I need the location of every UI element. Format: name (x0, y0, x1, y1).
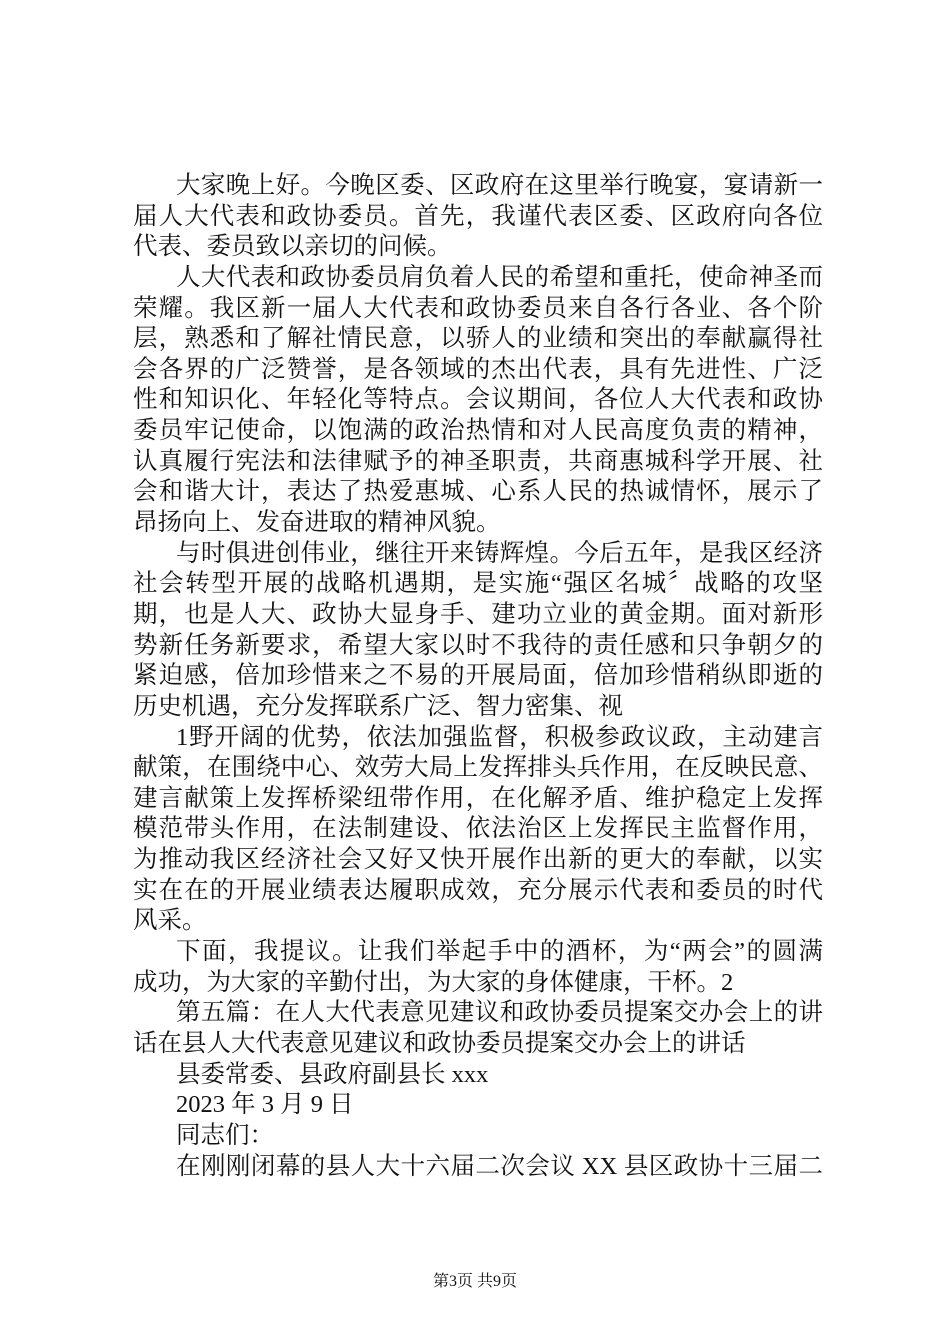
text-line: 社会转型开展的战略机遇期，是实施“强区名城〞战略的攻坚 (133, 570, 823, 598)
text-line: 建言献策上发挥桥梁纽带作用，在化解矛盾、维护稳定上发挥 (133, 784, 823, 812)
text-line: 人大代表和政协委员肩负着人民的希望和重托，使命神圣而 (176, 263, 823, 291)
date-line: 2023 年 3 月 9 日 (176, 1091, 354, 1119)
text-line: 历史机遇，充分发挥联系广泛、智力密集、视 (133, 692, 623, 720)
text-line: 模范带头作用，在法制建设、依法治区上发挥民主监督作用， (133, 815, 823, 843)
text-line: 会各界的广泛赞誉，是各领域的杰出代表，具有先进性、广泛 (133, 355, 823, 383)
section-heading-line: 话在县人大代表意见建议和政协委员提案交办会上的讲话 (133, 1029, 746, 1057)
speaker-line: 县委常委、县政府副县长 xxx (176, 1060, 489, 1088)
text-line: 1野开阔的优势，依法加强监督，积极参政议政，主动建言 (176, 723, 823, 751)
text-line: 认真履行宪法和法律赋予的神圣职责，共商惠城科学开展、社 (133, 447, 823, 475)
text-line: 在刚刚闭幕的县人大十六届二次会议 XX 县区政协十三届二 (176, 1152, 823, 1180)
text-line: 紧迫感，倍加珍惜来之不易的开展局面，倍加珍惜稍纵即逝的 (133, 662, 823, 690)
text-line: 成功，为大家的辛勤付出，为大家的身体健康，干杯。2 (133, 968, 734, 996)
text-line: 届人大代表和政协委员。首先，我谨代表区委、区政府向各位 (133, 202, 823, 230)
section-heading-line: 第五篇：在人大代表意见建议和政协委员提案交办会上的讲 (176, 999, 823, 1027)
text-line: 为推动我区经济社会又好又快开展作出新的更大的奉献，以实 (133, 846, 823, 874)
salutation-line: 同志们： (176, 1121, 274, 1149)
text-line: 昂扬向上、发奋进取的精神风貌。 (133, 509, 501, 537)
text-line: 性和知识化、年轻化等特点。会议期间，各位人大代表和政协 (133, 386, 823, 414)
page-number-footer: 第3页 共9页 (432, 1273, 517, 1290)
document-body (133, 171, 823, 1182)
text-line: 实在在的开展业绩表达履职成效，充分展示代表和委员的时代 (133, 876, 823, 904)
text-line: 献策，在围绕中心、效劳大局上发挥排头兵作用，在反映民意、 (133, 754, 823, 782)
text-line: 委员牢记使命，以饱满的政治热情和对人民高度负责的精神， (133, 417, 823, 445)
text-line: 层，熟悉和了解社情民意，以骄人的业绩和突出的奉献赢得社 (133, 325, 823, 353)
text-line: 会和谐大计，表达了热爱惠城、心系人民的热诚情怀，展示了 (133, 478, 823, 506)
text-line: 代表、委员致以亲切的问候。 (133, 233, 452, 261)
text-line: 风采。 (133, 907, 207, 935)
text-line: 与时俱进创伟业，继往开来铸辉煌。今后五年，是我区经济 (176, 539, 823, 567)
text-line: 期，也是人大、政协大显身手、建功立业的黄金期。面对新形 (133, 600, 823, 628)
text-line: 势新任务新要求，希望大家以时不我待的责任感和只争朝夕的 (133, 631, 823, 659)
text-line: 荣耀。我区新一届人大代表和政协委员来自各行各业、各个阶 (133, 294, 823, 322)
text-line: 下面，我提议。让我们举起手中的酒杯，为“两会”的圆满 (176, 938, 823, 966)
text-line: 大家晚上好。今晚区委、区政府在这里举行晚宴，宴请新一 (176, 172, 823, 199)
